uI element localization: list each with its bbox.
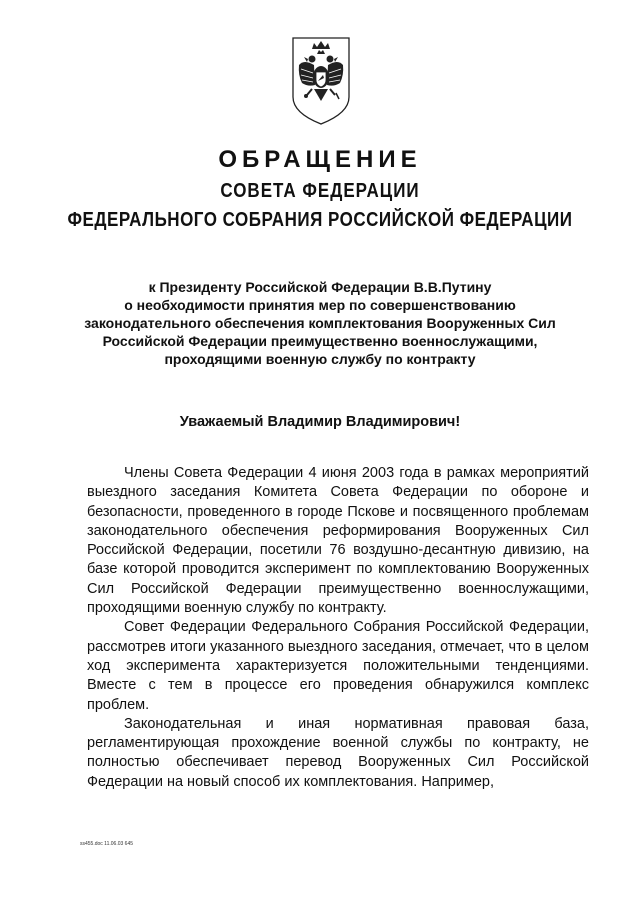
body-text (87, 464, 589, 792)
subject-block (50, 278, 590, 368)
subject-line: законодательного обеспечения комплектования Вооруженных Сил (84, 315, 556, 331)
subject-line: о необходимости принятия мер по совершенствованию (124, 297, 516, 313)
document-title: ОБРАЩЕНИЕ (218, 146, 422, 173)
document-subtitle-line2: ФЕДЕРАЛЬНОГО СОБРАНИЯ РОССИЙСКОЙ ФЕДЕРАЦИИ (67, 208, 573, 231)
document-file-code: ss455.doc 11.06.03 645 (80, 841, 134, 847)
subject-line: к Президенту Российской Федерации В.В.Путину (148, 279, 492, 295)
body-paragraph: Члены Совета Федерации 4 июня 2003 года в рамках мероприятий выездного заседания Комитета Совета Федерации по обороне и безопасности, проведенного в городе Пскове и посвященного проблемам законодательного обеспечения реформирования Вооруженных Сил Российской Федерации, посетили 76 воздушно-десантную дивизию, на базе которой проводится эксперимент по комплектованию Вооруженных Сил Российской Федерации преимущественно военнослужащими, проходящими военную службу по контракту. (87, 465, 589, 617)
subject-line: проходящими военную службу по контракту (164, 351, 476, 367)
body-paragraph: Совет Федерации Федерального Собрания Российской Федерации, рассмотрев итоги указанного выездного заседания, отмечает, что в целом ход эксперимента характеризуется положительными тенденциями. Вместе с тем в процессе его проведения обнаружился комплекс проблем. (87, 619, 589, 713)
subject-line: Российской Федерации преимущественно военнослужащими, (102, 333, 538, 349)
russian-coat-of-arms-icon (290, 35, 352, 127)
body-paragraph: Законодательная и иная нормативная правовая база, регламентирующая прохождение военной службы по контракту, не полностью обеспечивает перевод Вооруженных Сил Российской Федерации на новый способ их комплектования. Например, (87, 715, 589, 790)
document-subtitle-line1: СОВЕТА ФЕДЕРАЦИИ (220, 179, 420, 202)
greeting: Уважаемый Владимир Владимирович! (179, 414, 461, 430)
